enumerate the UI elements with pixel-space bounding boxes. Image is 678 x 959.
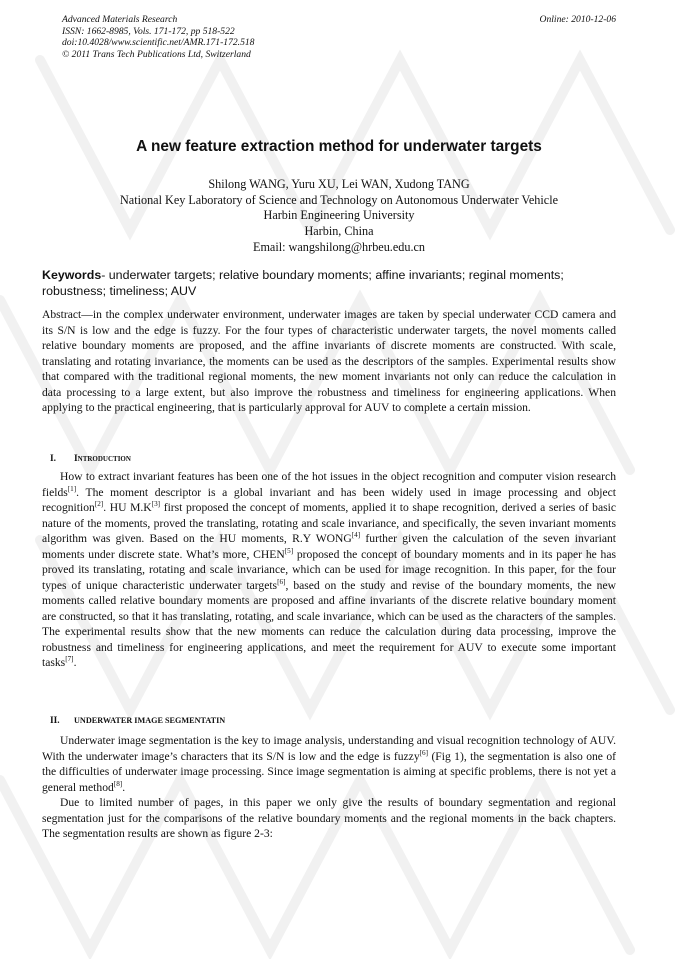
text-run: first proposed the concept of moments, applied it to shape recognition, derived a series of basic nature of the moments, proved the translating, rotating and scale invariance, and specifically, the seven invariant moments algorithm was given. Based on the HU moments, R.Y WONG — [42, 501, 616, 545]
citation[interactable]: [4] — [351, 531, 361, 540]
citation[interactable]: [5] — [284, 546, 294, 555]
section-heading-introduction — [50, 454, 131, 464]
text-run: . The moment descriptor is a global invariant and has been widely used in image processing and object recognition — [42, 485, 616, 514]
citation[interactable]: [8] — [113, 779, 123, 788]
keywords-label: Keywords — [42, 268, 102, 282]
citation[interactable]: [1] — [67, 484, 77, 493]
author-city: Harbin, China — [304, 224, 374, 239]
section-number: I. — [50, 454, 56, 464]
citation[interactable]: [6] — [419, 748, 429, 757]
introduction-paragraph — [42, 469, 616, 671]
paper-title: A new feature extraction method for underwater targets — [136, 138, 542, 155]
keywords-text: - underwater targets; relative boundary moments; affine invariants; reginal moments; robustness; timeliness; AUV — [42, 268, 564, 298]
journal-name: Advanced Materials Research — [62, 14, 178, 25]
text-run: How to extract invariant features has been one of the hot issues in the object recognition and computer vision research fields — [42, 470, 616, 499]
journal-doi: doi:10.4028/www.scientific.net/AMR.171-172.518 — [62, 37, 255, 48]
section-title: UNDERWATER IMAGE SEGMENTATIN — [74, 716, 226, 725]
segmentation-paragraph-1 — [42, 733, 616, 795]
citation[interactable]: [7] — [65, 655, 74, 664]
section-heading-segmentation — [50, 716, 225, 726]
abstract: Abstract—in the complex underwater environment, underwater images are taken by special underwater CCD camera and its S/N is low and the edge is fuzzy. For the four types of characteristic underwater targets, the novel moments called relative boundary moments are proposed, and the affine invariants of discrete moments are constructed. With scale, translating and rotating invariance, the moments can be used as the descriptors of the samples. Experimental results show that compared with the traditional regional moments, the new moment invariants not only can reduce the calculation in data processing to a large extent, but also improve the robustness and timeliness for engineering applications. When applying to the practical engineering, that is particularly approval for AUV to complete a certain mission. — [42, 308, 616, 414]
journal-issn: ISSN: 1662-8985, Vols. 171-172, pp 518-522 — [62, 25, 235, 37]
text-run: (Fig 1), the segmentation is also one of the difficulties of underwater image processing. Since image segmentation is aiming at specific problems, there is not yet a general method — [42, 749, 617, 794]
keywords — [42, 268, 620, 299]
journal-header — [62, 14, 254, 60]
segmentation-section — [42, 733, 616, 842]
text-run: . — [73, 656, 77, 669]
author-block — [0, 177, 678, 256]
text-run: . — [122, 780, 126, 794]
citation[interactable]: [3] — [151, 500, 161, 509]
segmentation-paragraph-2: Due to limited number of pages, in this paper we only give the results of boundary segmentation and regional segmentation just for the comparisons of the relative boundary moments and the regional moments in the back chapters. The segmentation results are shown as figure 2-3: — [42, 796, 616, 840]
section-title: Introduction — [74, 454, 131, 464]
text-run: Underwater image segmentation is the key to image analysis, understanding and visual recognition technology of AUV. With the underwater image’s characters that its S/N is low and the edge is fuzzy — [42, 734, 616, 763]
citation[interactable]: [2] — [94, 500, 104, 509]
author-lab: National Key Laboratory of Science and Technology on Autonomous Underwater Vehicle — [120, 192, 558, 207]
text-run: , based on the study and revise of the boundary moments, the new moments called relative boundary moments are proposed and affine invariants of the discrete relative boundary moment are constructed, so that it has translating, rotating, and scale invariance, which can be used as the characters of the samples. The experimental results show that the new moments can reduce the calculation during data processing, improve the robustness and timeliness for engineering applications, and meet the requirement for AUV to execute some important tasks — [42, 578, 616, 669]
citation[interactable]: [6] — [277, 577, 286, 586]
text-run: further given the calculation of the seven invariant moments under discrete state. What’s more, CHEN — [42, 532, 616, 561]
text-run: . HU M.K — [103, 501, 152, 514]
author-university: Harbin Engineering University — [263, 208, 415, 223]
author-email: Email: wangshilong@hrbeu.edu.cn — [253, 239, 425, 254]
section-number: II. — [50, 716, 60, 726]
online-date: Online: 2010-12-06 — [539, 14, 616, 25]
journal-copyright: © 2011 Trans Tech Publications Ltd, Switzerland — [62, 48, 251, 60]
author-names: Shilong WANG, Yuru XU, Lei WAN, Xudong TANG — [208, 177, 470, 191]
text-run: proposed the concept of boundary moments and in its paper he has proved its translating, rotating and scale invariance, which can be used for image recognition. In this paper, for the four types of unique characteristic underwater targets — [42, 547, 616, 592]
